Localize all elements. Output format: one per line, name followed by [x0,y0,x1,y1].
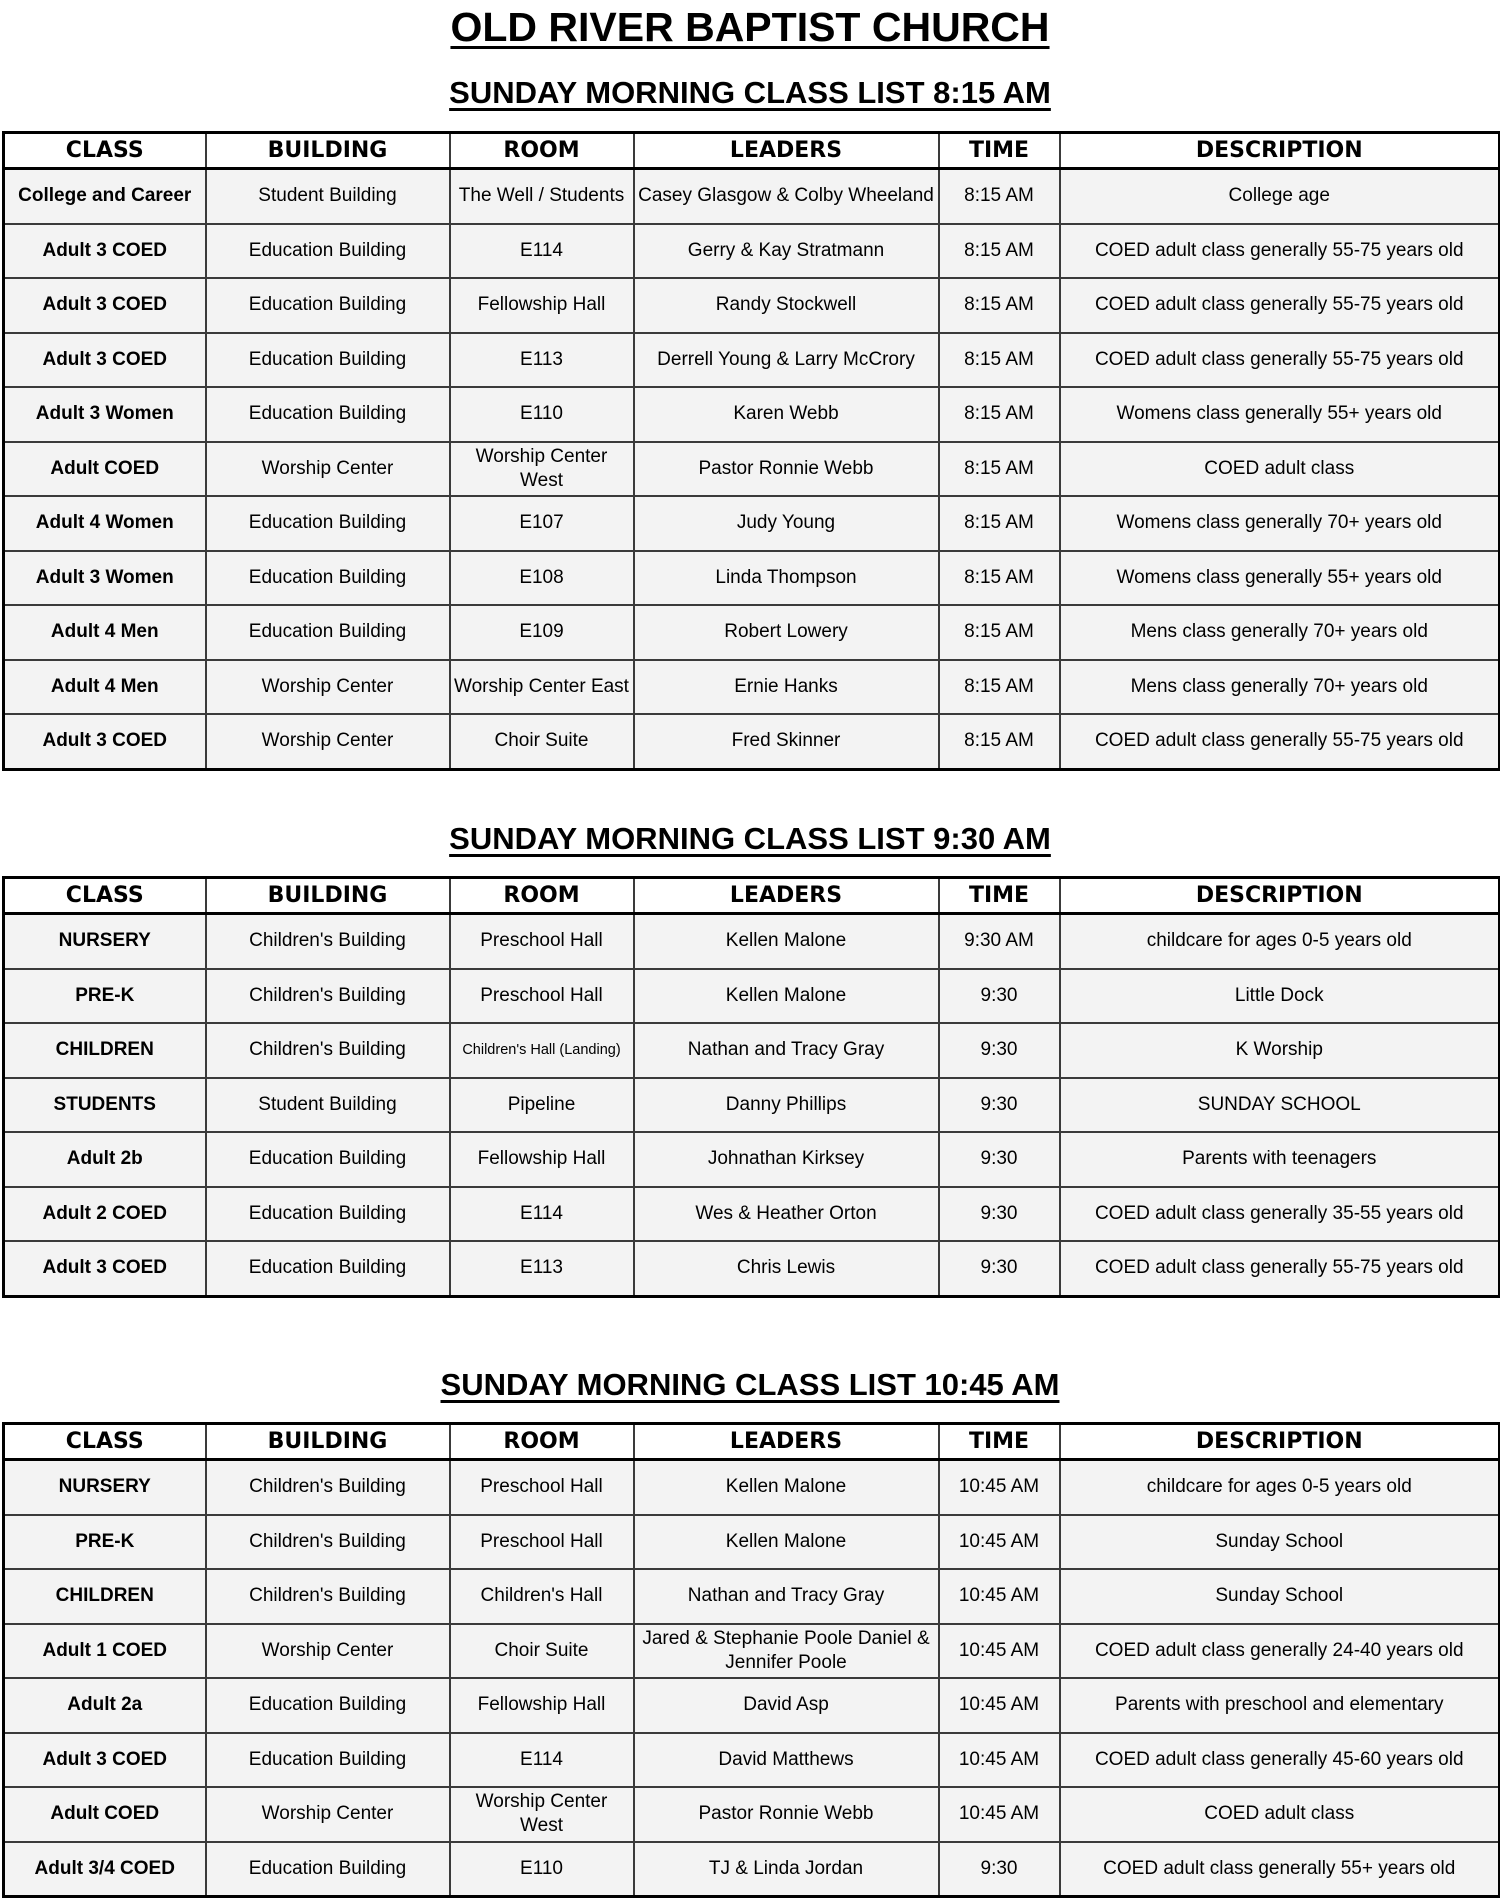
table-row [4,914,1500,969]
cell-description: Mens class generally 70+ years old [1060,660,1500,715]
cell-description: Womens class generally 55+ years old [1060,551,1500,606]
cell-time: 8:15 AM [939,551,1060,606]
table-row [4,1132,1500,1187]
cell-building: Education Building [206,1678,450,1733]
cell-building: Worship Center [206,1787,450,1842]
table-row [4,1241,1500,1296]
cell-time: 10:45 AM [939,1733,1060,1788]
cell-class: Adult COED [4,1787,206,1842]
cell-class: Adult 1 COED [4,1624,206,1679]
cell-class: CHILDREN [4,1023,206,1078]
cell-time: 8:15 AM [939,333,1060,388]
table-row [4,1624,1500,1679]
cell-leaders: TJ & Linda Jordan [634,1842,939,1897]
table-row [4,333,1500,388]
cell-time: 8:15 AM [939,714,1060,769]
cell-description: Womens class generally 55+ years old [1060,387,1500,442]
cell-room: E114 [450,224,634,279]
cell-leaders: Kellen Malone [634,1460,939,1515]
cell-time: 10:45 AM [939,1515,1060,1570]
cell-class: Adult 2 COED [4,1187,206,1242]
cell-room: E110 [450,1842,634,1897]
cell-building: Worship Center [206,442,450,497]
cell-room: E113 [450,333,634,388]
table-row [4,714,1500,769]
cell-class: STUDENTS [4,1078,206,1133]
cell-room: E107 [450,496,634,551]
table-row [4,1733,1500,1788]
cell-time: 9:30 [939,1132,1060,1187]
cell-building: Education Building [206,1842,450,1897]
table-row [4,605,1500,660]
cell-class: Adult 3 COED [4,1241,206,1296]
cell-leaders: David Matthews [634,1733,939,1788]
cell-building: Education Building [206,1187,450,1242]
cell-class: Adult 3 Women [4,387,206,442]
cell-description: childcare for ages 0-5 years old [1060,914,1500,969]
cell-leaders: Kellen Malone [634,969,939,1024]
cell-description: COED adult class generally 55-75 years old [1060,224,1500,279]
cell-building: Children's Building [206,1460,450,1515]
cell-leaders: Wes & Heather Orton [634,1187,939,1242]
header-class: CLASS [4,878,206,914]
cell-building: Education Building [206,1132,450,1187]
cell-class: PRE-K [4,969,206,1024]
cell-room: Preschool Hall [450,914,634,969]
cell-time: 8:15 AM [939,169,1060,224]
cell-leaders: Robert Lowery [634,605,939,660]
cell-description: COED adult class generally 35-55 years old [1060,1187,1500,1242]
cell-class: Adult 3 COED [4,333,206,388]
cell-time: 8:15 AM [939,224,1060,279]
cell-time: 8:15 AM [939,496,1060,551]
table-row [4,1569,1500,1624]
cell-building: Children's Building [206,969,450,1024]
cell-class: Adult 3 COED [4,1733,206,1788]
cell-room: Children's Hall [450,1569,634,1624]
cell-class: College and Career [4,169,206,224]
table-row [4,660,1500,715]
table-row [4,1078,1500,1133]
table-row [4,1515,1500,1570]
cell-leaders: Linda Thompson [634,551,939,606]
cell-room: Pipeline [450,1078,634,1133]
cell-building: Children's Building [206,1515,450,1570]
cell-room: Worship Center East [450,660,634,715]
cell-description: College age [1060,169,1500,224]
cell-time: 8:15 AM [939,442,1060,497]
cell-room: The Well / Students [450,169,634,224]
cell-time: 10:45 AM [939,1460,1060,1515]
table-row [4,224,1500,279]
cell-class: Adult 4 Women [4,496,206,551]
cell-class: Adult COED [4,442,206,497]
cell-leaders: Nathan and Tracy Gray [634,1023,939,1078]
header-description: DESCRIPTION [1060,878,1500,914]
cell-room: Worship Center West [450,1787,634,1842]
cell-time: 9:30 [939,1842,1060,1897]
cell-leaders: Judy Young [634,496,939,551]
header-description: DESCRIPTION [1060,133,1500,169]
table-header-row [4,878,1500,914]
header-leaders: LEADERS [634,878,939,914]
cell-building: Education Building [206,1241,450,1296]
cell-description: Womens class generally 70+ years old [1060,496,1500,551]
cell-description: COED adult class generally 55-75 years old [1060,1241,1500,1296]
cell-leaders: Karen Webb [634,387,939,442]
header-description: DESCRIPTION [1060,1424,1500,1460]
header-time: TIME [939,1424,1060,1460]
cell-leaders: Kellen Malone [634,1515,939,1570]
header-leaders: LEADERS [634,1424,939,1460]
cell-description: COED adult class generally 55-75 years old [1060,333,1500,388]
class-table-930 [2,876,1500,1298]
table-row [4,278,1500,333]
cell-leaders: Ernie Hanks [634,660,939,715]
cell-time: 10:45 AM [939,1569,1060,1624]
cell-room: Choir Suite [450,714,634,769]
cell-time: 9:30 AM [939,914,1060,969]
cell-leaders: Johnathan Kirksey [634,1132,939,1187]
cell-description: Parents with preschool and elementary [1060,1678,1500,1733]
cell-class: Adult 3 COED [4,224,206,279]
class-table-1045 [2,1422,1500,1898]
cell-time: 10:45 AM [939,1678,1060,1733]
cell-building: Student Building [206,169,450,224]
cell-leaders: Casey Glasgow & Colby Wheeland [634,169,939,224]
cell-description: K Worship [1060,1023,1500,1078]
cell-class: Adult 3 COED [4,714,206,769]
cell-description: COED adult class generally 55-75 years old [1060,278,1500,333]
header-building: BUILDING [206,133,450,169]
cell-class: NURSERY [4,914,206,969]
cell-time: 10:45 AM [939,1624,1060,1679]
section-title: SUNDAY MORNING CLASS LIST 9:30 AM [449,821,1051,856]
cell-class: Adult 2b [4,1132,206,1187]
cell-room: E108 [450,551,634,606]
cell-leaders: David Asp [634,1678,939,1733]
header-room: ROOM [450,1424,634,1460]
table-row [4,1678,1500,1733]
cell-room: Choir Suite [450,1624,634,1679]
header-leaders: LEADERS [634,133,939,169]
cell-room: E110 [450,387,634,442]
header-room: ROOM [450,133,634,169]
cell-leaders: Fred Skinner [634,714,939,769]
cell-class: Adult 4 Men [4,605,206,660]
table-row [4,387,1500,442]
cell-building: Worship Center [206,660,450,715]
table-row [4,1023,1500,1078]
cell-time: 9:30 [939,1241,1060,1296]
cell-class: CHILDREN [4,1569,206,1624]
cell-building: Education Building [206,1733,450,1788]
table-row [4,1187,1500,1242]
cell-building: Student Building [206,1078,450,1133]
cell-leaders: Randy Stockwell [634,278,939,333]
cell-room: E109 [450,605,634,660]
header-room: ROOM [450,878,634,914]
cell-room: Children's Hall (Landing) [450,1023,634,1078]
cell-description: Mens class generally 70+ years old [1060,605,1500,660]
cell-building: Education Building [206,333,450,388]
cell-leaders: Gerry & Kay Stratmann [634,224,939,279]
cell-building: Education Building [206,605,450,660]
class-table-815 [2,131,1500,771]
cell-description: Sunday School [1060,1569,1500,1624]
cell-time: 9:30 [939,1023,1060,1078]
cell-time: 10:45 AM [939,1787,1060,1842]
table-row [4,1787,1500,1842]
cell-leaders: Derrell Young & Larry McCrory [634,333,939,388]
cell-class: Adult 4 Men [4,660,206,715]
cell-room: Preschool Hall [450,969,634,1024]
cell-building: Education Building [206,496,450,551]
cell-description: COED adult class [1060,442,1500,497]
header-building: BUILDING [206,1424,450,1460]
cell-leaders: Danny Phillips [634,1078,939,1133]
table-row [4,169,1500,224]
cell-leaders: Pastor Ronnie Webb [634,1787,939,1842]
section-title: SUNDAY MORNING CLASS LIST 10:45 AM [440,1367,1060,1402]
cell-building: Education Building [206,387,450,442]
table-header-row [4,133,1500,169]
cell-leaders: Kellen Malone [634,914,939,969]
cell-description: SUNDAY SCHOOL [1060,1078,1500,1133]
cell-room: Preschool Hall [450,1515,634,1570]
cell-time: 8:15 AM [939,660,1060,715]
cell-room: E113 [450,1241,634,1296]
table-row [4,496,1500,551]
cell-time: 8:15 AM [939,387,1060,442]
table-row [4,1842,1500,1897]
cell-class: Adult 3/4 COED [4,1842,206,1897]
table-row [4,969,1500,1024]
header-class: CLASS [4,1424,206,1460]
header-time: TIME [939,878,1060,914]
table-row [4,551,1500,606]
cell-room: Worship Center West [450,442,634,497]
cell-description: COED adult class generally 55-75 years old [1060,714,1500,769]
cell-leaders: Pastor Ronnie Webb [634,442,939,497]
cell-description: childcare for ages 0-5 years old [1060,1460,1500,1515]
table-header-row [4,1424,1500,1460]
cell-class: Adult 3 COED [4,278,206,333]
cell-building: Education Building [206,551,450,606]
cell-class: Adult 2a [4,1678,206,1733]
cell-description: Little Dock [1060,969,1500,1024]
cell-description: COED adult class generally 24-40 years old [1060,1624,1500,1679]
header-time: TIME [939,133,1060,169]
cell-leaders: Chris Lewis [634,1241,939,1296]
cell-leaders: Jared & Stephanie Poole Daniel & Jennifer Poole [634,1624,939,1679]
cell-description: COED adult class generally 45-60 years old [1060,1733,1500,1788]
cell-building: Children's Building [206,1023,450,1078]
cell-room: Preschool Hall [450,1460,634,1515]
cell-building: Education Building [206,278,450,333]
page-title: OLD RIVER BAPTIST CHURCH [450,4,1050,50]
header-class: CLASS [4,133,206,169]
cell-building: Worship Center [206,1624,450,1679]
cell-room: E114 [450,1733,634,1788]
cell-room: Fellowship Hall [450,1678,634,1733]
cell-room: E114 [450,1187,634,1242]
cell-time: 8:15 AM [939,605,1060,660]
cell-description: Parents with teenagers [1060,1132,1500,1187]
cell-time: 9:30 [939,1078,1060,1133]
header-building: BUILDING [206,878,450,914]
cell-time: 9:30 [939,1187,1060,1242]
table-row [4,1460,1500,1515]
cell-description: COED adult class [1060,1787,1500,1842]
cell-time: 8:15 AM [939,278,1060,333]
cell-building: Children's Building [206,1569,450,1624]
cell-class: Adult 3 Women [4,551,206,606]
cell-room: Fellowship Hall [450,278,634,333]
cell-description: Sunday School [1060,1515,1500,1570]
cell-class: NURSERY [4,1460,206,1515]
cell-leaders: Nathan and Tracy Gray [634,1569,939,1624]
cell-building: Worship Center [206,714,450,769]
cell-time: 9:30 [939,969,1060,1024]
cell-class: PRE-K [4,1515,206,1570]
table-row [4,442,1500,497]
section-title: SUNDAY MORNING CLASS LIST 8:15 AM [449,75,1051,110]
cell-description: COED adult class generally 55+ years old [1060,1842,1500,1897]
cell-building: Children's Building [206,914,450,969]
cell-building: Education Building [206,224,450,279]
cell-room: Fellowship Hall [450,1132,634,1187]
